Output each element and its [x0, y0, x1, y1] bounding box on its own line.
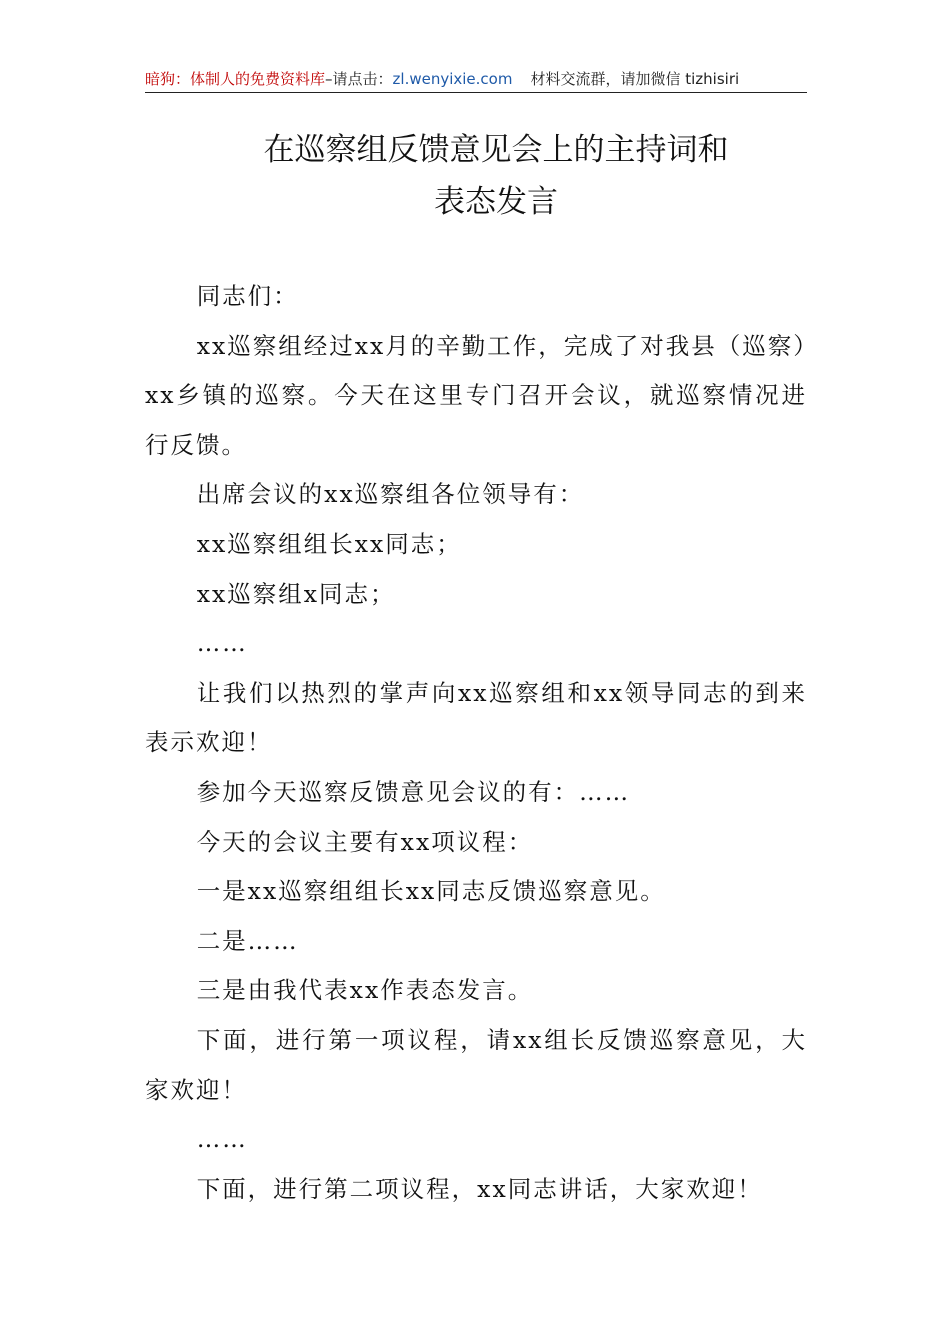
paragraph: xx巡察组x同志； — [196, 579, 396, 608]
header-url-link[interactable]: zl.wenyixie.com — [392, 70, 513, 88]
paragraph: 让我们以热烈的掌声向xx巡察组和xx领导同志的到来表示欢迎！ — [145, 678, 807, 757]
paragraph: 参加今天巡察反馈意见会议的有：…… — [196, 777, 631, 806]
paragraph: 今天的会议主要有xx项议程： — [196, 827, 534, 856]
title-line-2: 表态发言 — [434, 184, 558, 220]
header-click-prompt: –请点击： — [325, 70, 393, 88]
paragraph: 一是xx巡察组组长xx同志反馈巡察意见。 — [196, 877, 666, 906]
paragraph: xx巡察组组长xx同志； — [196, 529, 462, 558]
document-body — [145, 272, 807, 1214]
paragraph-ellipsis: …… — [196, 629, 248, 658]
paragraph: xx巡察组经过xx月的辛勤工作，完成了对我县（巡察）xx乡镇的巡察。今天在这里专门召开会议，就巡察情况进行反馈。 — [145, 331, 807, 459]
paragraph: 下面，进行第一项议程，请xx组长反馈巡察意见，大家欢迎！ — [145, 1025, 807, 1104]
paragraph: 出席会议的xx巡察组各位领导有： — [196, 480, 585, 509]
paragraph-salutation: 同志们： — [196, 282, 299, 310]
paragraph: 下面，进行第二项议程，xx同志讲话，大家欢迎！ — [196, 1174, 763, 1203]
header-brand: 暗狗：体制人的免费资料库 — [145, 70, 326, 88]
document-title — [145, 124, 807, 228]
title-line-1: 在巡察组反馈意见会上的主持词和 — [263, 132, 729, 168]
page-header — [145, 66, 807, 93]
paragraph: 三是由我代表xx作表态发言。 — [196, 976, 534, 1005]
paragraph-ellipsis: …… — [196, 1125, 248, 1154]
header-group-note: 材料交流群，请加微信 tizhisiri — [530, 70, 740, 88]
paragraph: 二是…… — [196, 926, 299, 955]
